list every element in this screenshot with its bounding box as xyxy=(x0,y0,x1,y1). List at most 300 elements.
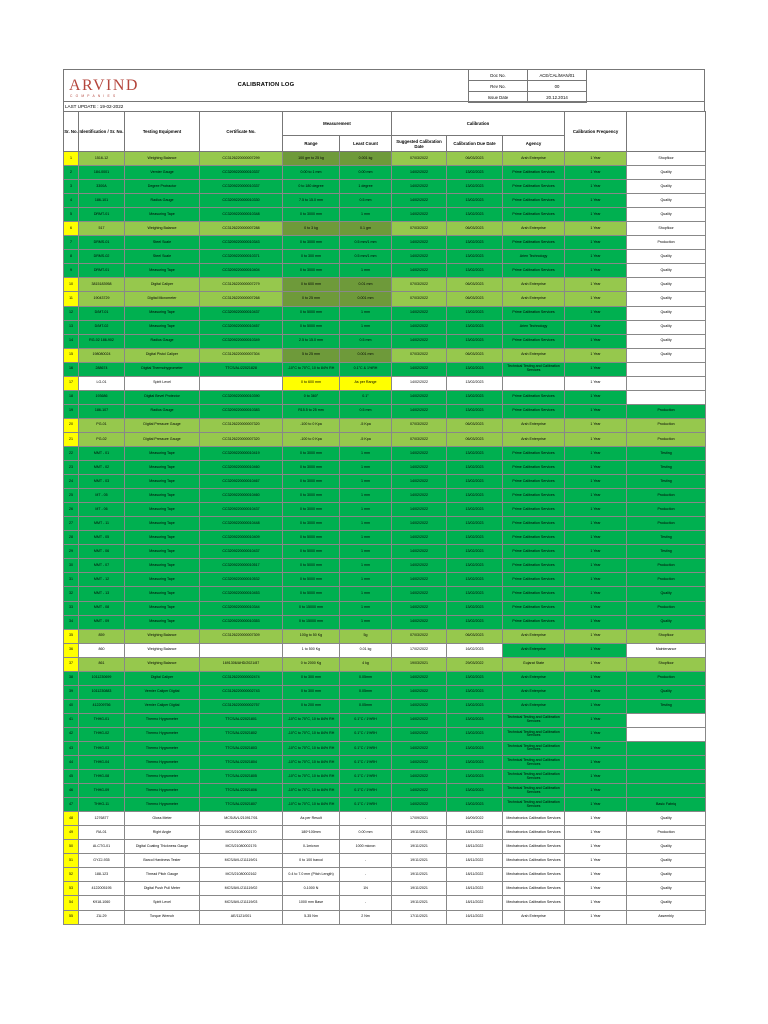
cell-identification: THHG-11 xyxy=(79,798,125,812)
cell-identification: MT - 06 xyxy=(79,503,125,517)
cell-sr-no: 46 xyxy=(64,784,79,798)
cell-identification: MMT - 12 xyxy=(79,573,125,587)
cell-suggested-date: 14/02/2022 xyxy=(392,713,447,727)
cell-range: -10°C to 70°C, 10 to 84% RH xyxy=(283,784,340,798)
cell-range: 0 to 600 mm xyxy=(283,278,340,292)
table-row xyxy=(64,432,706,446)
cell-frequency: 1 Year xyxy=(565,180,627,194)
cell-location: Quality xyxy=(627,334,706,348)
cell-due-date: 16/02/2023 xyxy=(447,643,503,657)
cell-suggested-date: 07/03/2022 xyxy=(392,629,447,643)
table-row xyxy=(64,615,706,629)
cell-sr-no: 33 xyxy=(64,601,79,615)
cell-certificate-no: 1691306/AHD/2021/87 xyxy=(200,657,283,671)
cell-identification: 861 xyxy=(79,657,125,671)
cell-equipment: Vernier Caliper Digital xyxy=(125,685,200,699)
cell-sr-no: 47 xyxy=(64,798,79,812)
table-row xyxy=(64,629,706,643)
cell-due-date: 06/03/2023 xyxy=(447,348,503,362)
cell-certificate-no: CC3126220000007279 xyxy=(200,278,283,292)
cell-frequency: 1 Year xyxy=(565,418,627,432)
cell-range: R15.5 to 25 mm xyxy=(283,404,340,418)
cell-sr-no: 13 xyxy=(64,320,79,334)
cell-agency: Prime Calibration Services xyxy=(503,446,565,460)
cell-range: 0 to 600 mm xyxy=(283,376,340,390)
cell-range: 1 to 500 Kg xyxy=(283,643,340,657)
cell-certificate-no: TTCS/AL/22021807 xyxy=(200,798,283,812)
cell-range: 0 to 180 degree xyxy=(283,180,340,194)
cell-suggested-date: 07/03/2022 xyxy=(392,432,447,446)
cell-identification: MMT - 07 xyxy=(79,559,125,573)
cell-least-count: 1 mm xyxy=(340,531,392,545)
cell-sr-no: 52 xyxy=(64,868,79,882)
table-row xyxy=(64,643,706,657)
cell-equipment: Digital Pressure Gauge xyxy=(125,418,200,432)
cell-suggested-date: 14/02/2022 xyxy=(392,461,447,475)
cell-equipment: Digital Pressure Gauge xyxy=(125,432,200,446)
cell-equipment: Thermo Hygrometer xyxy=(125,713,200,727)
table-row xyxy=(64,840,706,854)
cell-suggested-date: 14/02/2022 xyxy=(392,727,447,741)
cell-suggested-date: 14/02/2022 xyxy=(392,517,447,531)
cell-sr-no: 44 xyxy=(64,756,79,770)
cell-due-date: 06/03/2023 xyxy=(447,292,503,306)
cell-range: -10°C to 70°C, 10 to 84% RH xyxy=(283,798,340,812)
cell-least-count: 1 mm xyxy=(340,306,392,320)
col-identification: Identification / Sr. No. xyxy=(79,112,125,152)
cell-certificate-no: CC3209220000010337 xyxy=(200,166,283,180)
cell-identification: MT - 05 xyxy=(79,489,125,503)
cell-frequency: 1 Year xyxy=(565,306,627,320)
cell-suggested-date: 14/02/2022 xyxy=(392,236,447,250)
cell-location: Production xyxy=(627,404,706,418)
table-row xyxy=(64,699,706,713)
cell-frequency: 1 Year xyxy=(565,208,627,222)
cell-due-date: 13/02/2023 xyxy=(447,517,503,531)
cell-range: 0 to 5000 mm xyxy=(283,306,340,320)
cell-frequency: 1 Year xyxy=(565,194,627,208)
cell-least-count: - xyxy=(340,896,392,910)
cell-certificate-no: CC3209220000010404 xyxy=(200,264,283,278)
cell-sr-no: 42 xyxy=(64,727,79,741)
table-row xyxy=(64,573,706,587)
table-row xyxy=(64,152,706,166)
cell-certificate-no: AE/1121/001 xyxy=(200,910,283,924)
cell-least-count: 0.01 mm xyxy=(340,278,392,292)
cell-due-date: 06/03/2023 xyxy=(447,152,503,166)
cell-due-date: 13/02/2023 xyxy=(447,727,503,741)
cell-identification: DRMT-01 xyxy=(79,264,125,278)
cell-certificate-no: CC3209220000010448 xyxy=(200,517,283,531)
cell-agency: Arien Technology xyxy=(503,250,565,264)
cell-identification: 859 xyxy=(79,629,125,643)
cell-suggested-date: 19/03/2021 xyxy=(392,657,447,671)
cell-equipment: Torque Wrench xyxy=(125,910,200,924)
cell-frequency: 1 Year xyxy=(565,657,627,671)
table-row xyxy=(64,250,706,264)
cell-certificate-no: MCS/21080002176 xyxy=(200,840,283,854)
table-row xyxy=(64,348,706,362)
cell-location: Production xyxy=(627,559,706,573)
cell-suggested-date: 17/11/2021 xyxy=(392,910,447,924)
cell-suggested-date: 14/02/2022 xyxy=(392,362,447,376)
cell-sr-no: 11 xyxy=(64,292,79,306)
cell-least-count: 1 mm xyxy=(340,615,392,629)
cell-least-count: 1 mm xyxy=(340,517,392,531)
table-row xyxy=(64,446,706,460)
cell-location: Quality xyxy=(627,587,706,601)
cell-due-date: 18/11/2022 xyxy=(447,826,503,840)
cell-suggested-date: 14/02/2022 xyxy=(392,320,447,334)
cell-certificate-no: CC3209220000010353 xyxy=(200,615,283,629)
cell-due-date: 13/02/2023 xyxy=(447,376,503,390)
table-row xyxy=(64,727,706,741)
cell-due-date: 13/02/2023 xyxy=(447,208,503,222)
cell-frequency: 1 Year xyxy=(565,896,627,910)
cell-equipment: Measuring Tape xyxy=(125,517,200,531)
cell-equipment: Digital Coating Thickness Gauge xyxy=(125,840,200,854)
cell-identification: THHG-04 xyxy=(79,756,125,770)
calibration-sheet xyxy=(63,69,705,925)
cell-equipment: Measuring Tape xyxy=(125,503,200,517)
cell-sr-no: 8 xyxy=(64,250,79,264)
cell-certificate-no: CC3126220000007288 xyxy=(200,222,283,236)
cell-sr-no: 3 xyxy=(64,180,79,194)
cell-frequency: 1 Year xyxy=(565,390,627,404)
cell-range: 0 to 5000 mm xyxy=(283,320,340,334)
cell-certificate-no: MCS/AVL/210917/01 xyxy=(200,812,283,826)
cell-agency: Technical Testing and Calibration Services xyxy=(503,784,565,798)
table-row xyxy=(64,278,706,292)
cell-location: Production xyxy=(627,671,706,685)
cell-agency: Arsh Enterprise xyxy=(503,348,565,362)
cell-location xyxy=(627,756,706,770)
cell-location: Quality xyxy=(627,840,706,854)
cell-equipment: Thread Pitch Gauge xyxy=(125,868,200,882)
cell-range: 0 to 3000 mm xyxy=(283,517,340,531)
cell-certificate-no: CC3209220000010532 xyxy=(200,573,283,587)
cell-equipment: Digital Micrometer xyxy=(125,292,200,306)
col-equipment: Testing Equipment xyxy=(125,112,200,152)
cell-equipment: Measuring Tape xyxy=(125,446,200,460)
cell-suggested-date: 14/02/2022 xyxy=(392,208,447,222)
cell-due-date: 13/02/2023 xyxy=(447,573,503,587)
cell-identification: THHG-01 xyxy=(79,713,125,727)
cell-least-count: - xyxy=(340,868,392,882)
cell-identification: 412209756 xyxy=(79,699,125,713)
cell-identification: 3300A xyxy=(79,180,125,194)
cell-least-count: 1 mm xyxy=(340,320,392,334)
cell-range: 2.5 to 15.0 mm xyxy=(283,334,340,348)
cell-equipment: Measuring Tape xyxy=(125,559,200,573)
cell-range: 0 to 3000 mm xyxy=(283,461,340,475)
cell-due-date: 06/03/2023 xyxy=(447,278,503,292)
cell-suggested-date: 07/03/2022 xyxy=(392,278,447,292)
cell-location: Basic Fabriq xyxy=(627,798,706,812)
cell-agency: Prime Calibration Services xyxy=(503,180,565,194)
cell-location: Quality xyxy=(627,208,706,222)
cell-agency: Arsh Enterprise xyxy=(503,671,565,685)
cell-range: 0 to 15000 mm xyxy=(283,615,340,629)
table-row xyxy=(64,264,706,278)
cell-frequency: 1 Year xyxy=(565,166,627,180)
table-row xyxy=(64,390,706,404)
cell-location: Shopfloor xyxy=(627,657,706,671)
cell-location: Quality xyxy=(627,348,706,362)
cell-agency: Prime Calibration Services xyxy=(503,236,565,250)
cell-location: Testing xyxy=(627,475,706,489)
cell-sr-no: 53 xyxy=(64,882,79,896)
cell-equipment: Digital Caliper xyxy=(125,671,200,685)
cell-due-date: 13/02/2023 xyxy=(447,180,503,194)
cell-equipment: Radius Gauge xyxy=(125,334,200,348)
cell-sr-no: 45 xyxy=(64,770,79,784)
cell-suggested-date: 14/02/2022 xyxy=(392,601,447,615)
table-row xyxy=(64,854,706,868)
cell-frequency: 1 Year xyxy=(565,404,627,418)
table-row xyxy=(64,896,706,910)
cell-sr-no: 51 xyxy=(64,854,79,868)
cell-sr-no: 34 xyxy=(64,615,79,629)
cell-certificate-no xyxy=(200,376,283,390)
cell-certificate-no: CC3209220000010437 xyxy=(200,503,283,517)
doc-info-row xyxy=(469,70,587,81)
cell-sr-no: 38 xyxy=(64,671,79,685)
cell-frequency: 1 Year xyxy=(565,461,627,475)
cell-location xyxy=(627,727,706,741)
cell-certificate-no: CC3209220000010453 xyxy=(200,587,283,601)
cell-identification: ZU-29 xyxy=(79,910,125,924)
cell-sr-no: 26 xyxy=(64,503,79,517)
cell-sr-no: 49 xyxy=(64,826,79,840)
cell-range: -10°C to 70°C, 10 to 84% RH xyxy=(283,756,340,770)
cell-identification: MMT - 09 xyxy=(79,615,125,629)
cell-location: Production xyxy=(627,517,706,531)
cell-due-date: 06/03/2023 xyxy=(447,629,503,643)
cell-least-count: 1 mm xyxy=(340,503,392,517)
cell-frequency: 1 Year xyxy=(565,152,627,166)
cell-sr-no: 7 xyxy=(64,236,79,250)
cell-range: 0 to 3000 mm xyxy=(283,264,340,278)
cell-least-count: -5 Kpa xyxy=(340,418,392,432)
cell-suggested-date: 14/02/2022 xyxy=(392,587,447,601)
cell-sr-no: 20 xyxy=(64,418,79,432)
cell-suggested-date: 14/02/2022 xyxy=(392,376,447,390)
cell-least-count: 0.5 mm/1 mm xyxy=(340,250,392,264)
cell-agency: Mechatronics Calibration Services xyxy=(503,896,565,910)
cell-range: -100 to 0 Kpa xyxy=(283,432,340,446)
cell-location: Quality xyxy=(627,320,706,334)
cell-due-date: 13/02/2023 xyxy=(447,475,503,489)
cell-equipment: Spirit Level xyxy=(125,896,200,910)
cell-least-count: -5 Kpa xyxy=(340,432,392,446)
table-row xyxy=(64,489,706,503)
cell-due-date: 06/03/2023 xyxy=(447,418,503,432)
cell-agency: Mechatronics Calibration Services xyxy=(503,854,565,868)
cell-identification: MMT - 08 xyxy=(79,601,125,615)
cell-equipment: Right Angle xyxy=(125,826,200,840)
cell-certificate-no: CC3209220000010390 xyxy=(200,390,283,404)
cell-frequency: 1 Year xyxy=(565,601,627,615)
cell-range: 100 gm to 25 kg xyxy=(283,152,340,166)
cell-identification: MMT - 11 xyxy=(79,517,125,531)
cell-range: 100g to 50 Kg xyxy=(283,629,340,643)
cell-agency: Prime Calibration Services xyxy=(503,461,565,475)
cell-least-count: 0.1°C / 1%RH xyxy=(340,770,392,784)
cell-identification: 19043729 xyxy=(79,292,125,306)
cell-suggested-date: 19/11/2021 xyxy=(392,882,447,896)
cell-identification: DRMS-01 xyxy=(79,236,125,250)
cell-certificate-no: CC3209220000010419 xyxy=(200,446,283,460)
cell-due-date: 13/02/2023 xyxy=(447,166,503,180)
cell-suggested-date: 07/03/2022 xyxy=(392,418,447,432)
cell-location: Quality xyxy=(627,180,706,194)
cell-certificate-no: CC3209220000010343 xyxy=(200,236,283,250)
cell-equipment: Thermo Hygrometer xyxy=(125,770,200,784)
cell-agency: Prime Calibration Services xyxy=(503,503,565,517)
cell-certificate-no: MCS/AVL/211119/03 xyxy=(200,896,283,910)
cell-identification: 1276877 xyxy=(79,812,125,826)
table-row xyxy=(64,222,706,236)
cell-due-date: 13/02/2023 xyxy=(447,531,503,545)
cell-due-date: 18/11/2022 xyxy=(447,854,503,868)
cell-least-count: - xyxy=(340,812,392,826)
cell-suggested-date: 17/02/2022 xyxy=(392,643,447,657)
cell-least-count: As per Range xyxy=(340,376,392,390)
table-row xyxy=(64,868,706,882)
cell-equipment: Thermo Hygrometer xyxy=(125,798,200,812)
cell-least-count: 0.1° xyxy=(340,390,392,404)
cell-certificate-no: TTCS/AL/22021806 xyxy=(200,784,283,798)
cell-least-count: 4 kg xyxy=(340,657,392,671)
cell-suggested-date: 07/03/2022 xyxy=(392,348,447,362)
cell-agency: Mechatronics Calibration Services xyxy=(503,882,565,896)
cell-location: Production xyxy=(627,503,706,517)
cell-suggested-date: 14/02/2022 xyxy=(392,559,447,573)
table-row xyxy=(64,741,706,755)
cell-sr-no: 43 xyxy=(64,741,79,755)
cell-agency: Technical Testing and Calibration Services xyxy=(503,770,565,784)
cell-due-date: 18/11/2022 xyxy=(447,896,503,910)
cell-identification: LG-01 xyxy=(79,376,125,390)
cell-suggested-date: 14/02/2022 xyxy=(392,250,447,264)
cell-suggested-date: 14/02/2022 xyxy=(392,545,447,559)
document-info-table xyxy=(468,69,587,103)
cell-agency: Prime Calibration Services xyxy=(503,334,565,348)
cell-sr-no: 31 xyxy=(64,573,79,587)
cell-least-count: 1 mm xyxy=(340,475,392,489)
cell-suggested-date: 19/11/2021 xyxy=(392,896,447,910)
cell-location xyxy=(627,741,706,755)
cell-suggested-date: 14/02/2022 xyxy=(392,784,447,798)
cell-location: Production xyxy=(627,236,706,250)
cell-due-date: 06/03/2023 xyxy=(447,222,503,236)
cell-least-count: 1 mm xyxy=(340,601,392,615)
cell-range: 0-1micron xyxy=(283,840,340,854)
cell-due-date: 13/02/2023 xyxy=(447,250,503,264)
table-row xyxy=(64,292,706,306)
cell-least-count: 0.5 mm xyxy=(340,404,392,418)
cell-suggested-date: 14/02/2022 xyxy=(392,503,447,517)
cell-identification: 198080024 xyxy=(79,348,125,362)
cell-range: As per Result xyxy=(283,812,340,826)
cell-equipment: Thermo Hygrometer xyxy=(125,727,200,741)
cell-frequency: 1 Year xyxy=(565,432,627,446)
cell-range: -10°C to 70°C, 10 to 84% RH xyxy=(283,770,340,784)
cell-suggested-date: 14/02/2022 xyxy=(392,489,447,503)
cell-frequency: 1 Year xyxy=(565,812,627,826)
cell-least-count: 0.001 kg xyxy=(340,152,392,166)
cell-frequency: 1 Year xyxy=(565,320,627,334)
cell-agency: Technical Testing and Calibration Services xyxy=(503,741,565,755)
cell-agency: Mechatronics Calibration Services xyxy=(503,840,565,854)
cell-sr-no: 2 xyxy=(64,166,79,180)
cell-location: Testing xyxy=(627,699,706,713)
cell-due-date: 18/11/2022 xyxy=(447,868,503,882)
cell-range: 0 to 100 barcol xyxy=(283,854,340,868)
cell-agency: Technical Testing and Calibration Services xyxy=(503,713,565,727)
cell-least-count: 0.001 mm xyxy=(340,348,392,362)
cell-range: 5-35 Nm xyxy=(283,910,340,924)
cell-agency: Arsh Enterprise xyxy=(503,432,565,446)
cell-equipment: Measuring Tape xyxy=(125,601,200,615)
cell-equipment: Measuring Tape xyxy=(125,208,200,222)
cell-least-count: 0.00 mm xyxy=(340,166,392,180)
cell-equipment: Measuring Tape xyxy=(125,573,200,587)
cell-sr-no: 10 xyxy=(64,278,79,292)
cell-due-date: 13/02/2023 xyxy=(447,362,503,376)
table-row xyxy=(64,503,706,517)
table-row xyxy=(64,770,706,784)
col-range: Range xyxy=(283,136,340,152)
cell-identification: 1516-12 xyxy=(79,152,125,166)
cell-identification: RA-01 xyxy=(79,826,125,840)
cell-agency: Mechatronics Calibration Services xyxy=(503,826,565,840)
cell-due-date: 13/02/2023 xyxy=(447,461,503,475)
cell-least-count: 0.01 kg xyxy=(340,643,392,657)
cell-agency: Arsh Enterprise xyxy=(503,222,565,236)
cell-equipment: Digital Push Pull Meter xyxy=(125,882,200,896)
cell-range: -10°C to 70°C, 10 to 84% RH xyxy=(283,362,340,376)
cell-identification: 4122005195 xyxy=(79,882,125,896)
cell-range: 0 to 15000 mm xyxy=(283,601,340,615)
cell-location: Quality xyxy=(627,292,706,306)
cell-frequency: 1 Year xyxy=(565,741,627,755)
cell-identification: PG-01 xyxy=(79,418,125,432)
cell-frequency: 1 Year xyxy=(565,250,627,264)
doc-info-label: Rev No. xyxy=(469,81,528,92)
cell-certificate-no: CC3209220000010437 xyxy=(200,545,283,559)
page-title: CALIBRATION LOG xyxy=(237,82,295,88)
cell-location xyxy=(627,390,706,404)
cell-certificate-no: CC3209220000010344 xyxy=(200,601,283,615)
cell-suggested-date: 14/02/2022 xyxy=(392,475,447,489)
cell-suggested-date: 14/02/2022 xyxy=(392,685,447,699)
cell-agency: Prime Calibration Services xyxy=(503,475,565,489)
cell-sr-no: 5 xyxy=(64,208,79,222)
cell-frequency: 1 Year xyxy=(565,559,627,573)
doc-info-row xyxy=(469,81,587,92)
cell-frequency: 1 Year xyxy=(565,713,627,727)
cell-location xyxy=(627,784,706,798)
table-row xyxy=(64,756,706,770)
cell-agency: Prime Calibration Services xyxy=(503,587,565,601)
cell-least-count: 0.1 gm xyxy=(340,222,392,236)
cell-equipment: Measuring Tape xyxy=(125,320,200,334)
table-row xyxy=(64,545,706,559)
table-row xyxy=(64,671,706,685)
cell-location: Quality xyxy=(627,868,706,882)
